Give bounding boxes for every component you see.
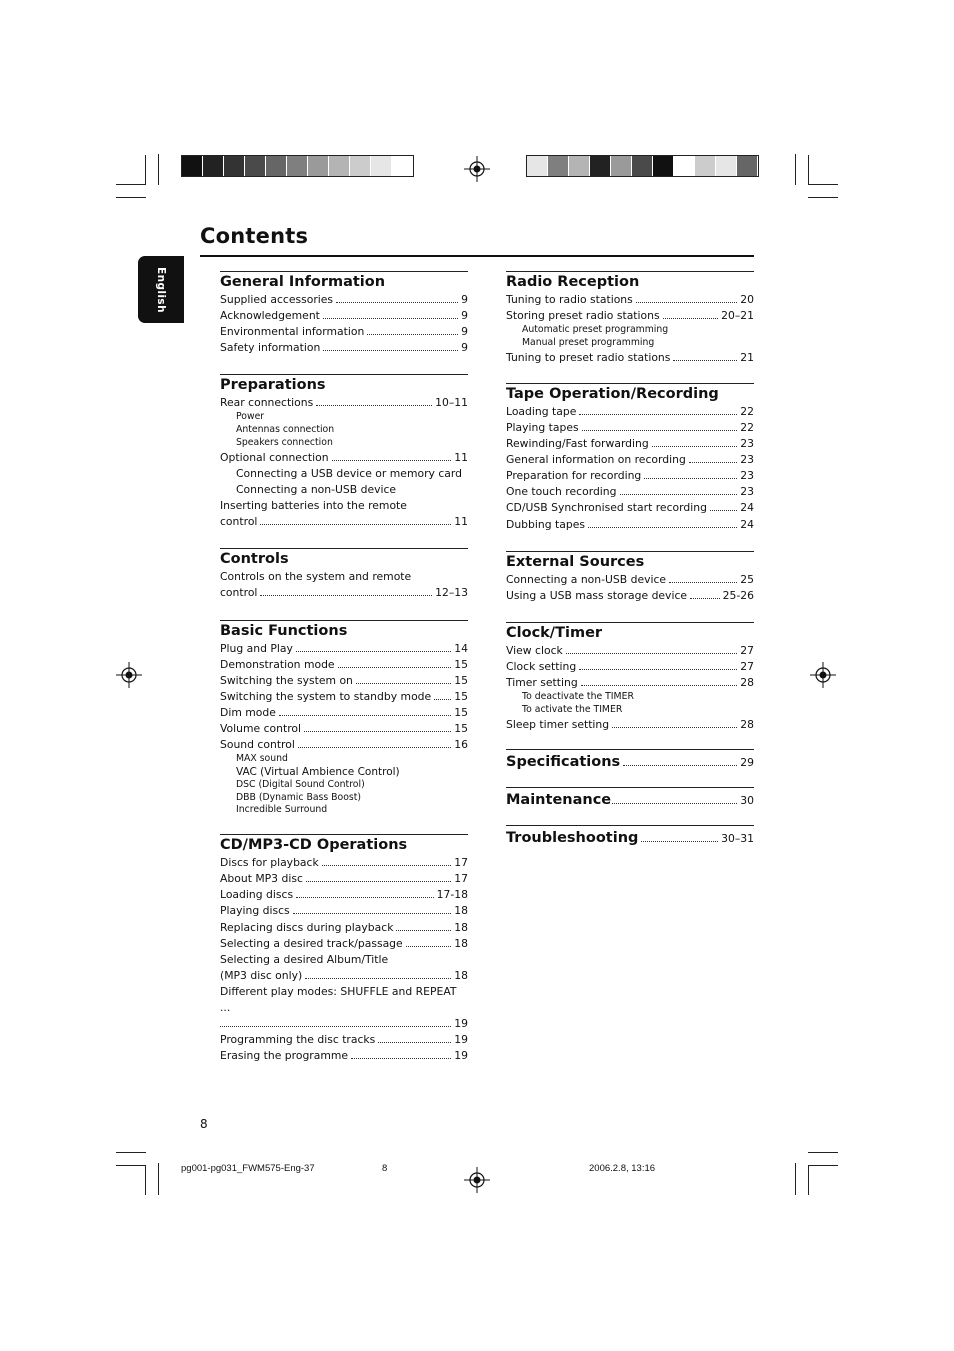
toc-entry-page: 18 xyxy=(454,936,468,950)
toc-entry-page: 22 xyxy=(740,420,754,434)
toc-entry-page: 15 xyxy=(454,689,468,703)
color-swatch xyxy=(527,156,548,176)
color-swatch xyxy=(392,156,413,176)
toc-entry-page: 30–31 xyxy=(721,831,754,845)
footer-filename: pg001-pg031_FWM575-Eng-37 xyxy=(181,1163,315,1174)
toc-entry-label: Safety information xyxy=(220,341,321,355)
section-heading: CD/MP3-CD Operations xyxy=(220,837,408,854)
color-swatch xyxy=(737,156,758,176)
color-swatch xyxy=(590,156,611,176)
toc-list xyxy=(506,404,754,533)
section-cd-mp3-operations xyxy=(220,834,468,1064)
toc-entry-page: 9 xyxy=(461,293,468,306)
toc-entry[interactable] xyxy=(506,517,754,533)
color-swatch xyxy=(287,156,308,176)
section-external-sources xyxy=(506,551,754,604)
toc-entry-label: Optional connection xyxy=(220,450,329,464)
toc-subentry: VAC (Virtual Ambience Control) xyxy=(236,765,400,778)
toc-entry-page: 28 xyxy=(740,676,754,689)
toc-entry[interactable] xyxy=(506,751,754,773)
toc-entry-page: 14 xyxy=(454,641,468,655)
toc-subentry: Power xyxy=(236,411,265,423)
toc-entry-page: 11 xyxy=(454,450,468,464)
toc-subentry: Manual preset programming xyxy=(522,336,655,348)
toc-entry[interactable] xyxy=(506,292,754,308)
toc-entry-page: 28 xyxy=(740,717,754,731)
toc-entry-line: Different play modes: SHUFFLE and REPEAT ... xyxy=(220,984,457,1014)
toc-entry[interactable] xyxy=(506,643,754,659)
registration-mark-icon xyxy=(464,156,490,182)
toc-entry[interactable] xyxy=(220,673,468,689)
toc-entry-page: 27 xyxy=(740,643,754,657)
color-swatch xyxy=(653,156,674,176)
toc-entry-label: Loading discs xyxy=(220,888,294,902)
section-heading: Preparations xyxy=(220,377,326,394)
section-heading: Basic Functions xyxy=(220,622,348,639)
toc-entry-label: Volume control xyxy=(220,721,302,735)
color-bar-left xyxy=(181,155,414,177)
toc-entry-label: Replacing discs during playback xyxy=(220,920,394,934)
toc-list xyxy=(220,641,468,754)
section-heading: General Information xyxy=(220,274,386,290)
toc-entry[interactable] xyxy=(506,436,754,452)
toc-entry-label: Using a USB mass storage device xyxy=(506,588,688,602)
toc-list xyxy=(220,292,468,356)
toc-entry-page: 18 xyxy=(454,904,468,918)
toc-entry-page: 30 xyxy=(740,793,754,807)
toc-entry-line: Controls on the system and remote xyxy=(220,570,412,584)
toc-entry[interactable] xyxy=(220,737,468,753)
toc-entry[interactable] xyxy=(220,1016,468,1032)
toc-entry[interactable] xyxy=(506,350,754,366)
language-tab-label: English xyxy=(155,266,167,313)
toc-entry-label: Switching the system on xyxy=(220,673,353,687)
toc-list xyxy=(506,572,754,604)
toc-entry-label: About MP3 disc xyxy=(220,872,303,886)
toc-entry-label: Erasing the programme xyxy=(220,1049,349,1063)
section-radio-reception xyxy=(506,271,754,366)
toc-entry[interactable] xyxy=(506,675,754,691)
toc-entry-label: Sleep timer setting xyxy=(506,717,610,731)
toc-entry-page: 9 xyxy=(461,325,468,339)
toc-entry-page: 21 xyxy=(740,350,754,364)
color-swatch xyxy=(350,156,371,176)
toc-entry[interactable] xyxy=(506,468,754,484)
section-preparations xyxy=(220,374,468,530)
toc-subentry: Speakers connection xyxy=(236,437,333,449)
section-heading: Controls xyxy=(220,551,289,568)
toc-entry-label: Sound control xyxy=(220,738,295,752)
toc-entry-page: 9 xyxy=(461,341,468,355)
toc-entry-page: 15 xyxy=(454,673,468,687)
color-swatch xyxy=(548,156,569,176)
toc-entry[interactable] xyxy=(506,827,754,849)
color-swatch xyxy=(329,156,350,176)
section-tape-operation-recording xyxy=(506,383,754,533)
color-swatch xyxy=(224,156,245,176)
toc-entry[interactable] xyxy=(506,420,754,436)
section-heading: Clock/Timer xyxy=(506,624,603,641)
toc-entry-page: 15 xyxy=(454,721,468,735)
section-general-information xyxy=(220,271,468,356)
toc-entry-label: Playing tapes xyxy=(506,420,579,434)
toc-entry[interactable] xyxy=(220,721,468,737)
toc-subentry: To activate the TIMER xyxy=(522,703,623,715)
toc-entry-label: Acknowledgement xyxy=(220,309,320,323)
toc-entry-label: Timer setting xyxy=(506,676,578,689)
toc-entry-label: (MP3 disc only) xyxy=(220,968,303,982)
toc-entry[interactable] xyxy=(220,855,468,871)
toc-entry-page: 29 xyxy=(740,755,754,769)
toc-subentry: DBB (Dynamic Bass Boost) xyxy=(236,791,362,803)
color-swatch xyxy=(716,156,737,176)
color-swatch xyxy=(569,156,590,176)
toc-entry-page: 18 xyxy=(454,968,468,982)
toc-entry-page: 27 xyxy=(740,659,754,673)
color-swatch xyxy=(203,156,224,176)
page-number: 8 xyxy=(200,1117,208,1131)
color-swatch xyxy=(182,156,203,176)
toc-entry-label: Tuning to preset radio stations xyxy=(506,350,671,364)
toc-entry[interactable] xyxy=(220,450,468,466)
section-controls xyxy=(220,548,468,601)
toc-entry[interactable] xyxy=(506,659,754,675)
toc-entry[interactable] xyxy=(220,936,468,952)
toc-entry[interactable] xyxy=(220,903,468,919)
toc-entry-page: 23 xyxy=(740,437,754,451)
toc-entry[interactable] xyxy=(220,871,468,887)
toc-entry-label: control xyxy=(220,515,258,529)
registration-mark-icon xyxy=(116,662,142,688)
toc-subentry: Incredible Surround xyxy=(236,804,328,816)
toc-entry-page: 22 xyxy=(740,404,754,418)
toc-entry-label: One touch recording xyxy=(506,485,617,499)
toc-entry-page: 9 xyxy=(461,309,468,323)
toc-subentry: Connecting a non-USB device xyxy=(236,483,397,497)
toc-entry-page: 23 xyxy=(740,485,754,499)
section-clock-timer xyxy=(506,622,754,733)
color-swatch xyxy=(632,156,653,176)
toc-entry-page: 15 xyxy=(454,705,468,719)
color-bar-right xyxy=(526,155,759,177)
toc-entry-label: Discs for playback xyxy=(220,856,319,870)
toc-entry-label: Dubbing tapes xyxy=(506,517,585,531)
toc-list xyxy=(220,855,468,952)
toc-entry-page: 16 xyxy=(454,738,468,752)
toc-entry[interactable] xyxy=(506,789,754,811)
toc-entry-page: 20–21 xyxy=(721,309,754,323)
toc-entry-label: Switching the system to standby mode xyxy=(220,689,432,703)
toc-entry[interactable] xyxy=(220,968,468,984)
toc-entry[interactable] xyxy=(220,641,468,657)
section-basic-functions xyxy=(220,620,468,818)
color-swatch xyxy=(695,156,716,176)
section-maintenance xyxy=(506,787,754,811)
toc-entry-line: Inserting batteries into the remote xyxy=(220,499,407,513)
toc-entry-page: 23 xyxy=(740,469,754,483)
toc-entry[interactable] xyxy=(506,452,754,468)
toc-entry-label: General information on recording xyxy=(506,453,686,467)
section-heading: Radio Reception xyxy=(506,274,640,290)
toc-subentry: Connecting a USB device or memory card xyxy=(236,466,462,480)
color-swatch xyxy=(308,156,329,176)
toc-entry[interactable] xyxy=(506,308,754,324)
toc-entry[interactable] xyxy=(220,705,468,721)
toc-entry[interactable] xyxy=(506,404,754,420)
toc-entry-page: 24 xyxy=(740,517,754,531)
toc-entry[interactable] xyxy=(220,585,468,601)
toc-entry-label: Selecting a desired track/passage xyxy=(220,936,403,950)
toc-entry[interactable] xyxy=(506,500,754,516)
toc-entry-label: Rear connections xyxy=(220,396,314,410)
toc-entry-label: CD/USB Synchronised start recording xyxy=(506,501,707,515)
registration-mark-icon xyxy=(810,662,836,688)
toc-entry-label: Plug and Play xyxy=(220,641,293,655)
contents-right-column xyxy=(506,271,754,849)
toc-entry[interactable] xyxy=(220,324,468,340)
toc-entry[interactable] xyxy=(220,1048,468,1064)
toc-entry-label: Environmental information xyxy=(220,325,365,339)
toc-sublist xyxy=(220,466,468,498)
toc-entry[interactable] xyxy=(220,689,468,705)
section-heading: Maintenance xyxy=(506,791,612,808)
toc-entry-label: Playing discs xyxy=(220,904,290,918)
toc-entry-page: 17-18 xyxy=(436,888,468,902)
toc-entry-label: Preparation for recording xyxy=(506,469,642,483)
footer-page: 8 xyxy=(382,1163,388,1174)
toc-entry-label: Demonstration mode xyxy=(220,657,335,671)
toc-entry-label: Supplied accessories xyxy=(220,293,334,306)
toc-entry[interactable] xyxy=(220,514,468,530)
toc-subentry: MAX sound xyxy=(236,753,288,765)
toc-entry-label: Clock setting xyxy=(506,659,577,673)
toc-entry-page: 11 xyxy=(454,515,468,529)
toc-entry-page: 10–11 xyxy=(435,396,468,410)
toc-entry-label: Storing preset radio stations xyxy=(506,309,660,323)
toc-entry[interactable] xyxy=(506,572,754,588)
contents-left-column xyxy=(220,271,468,1064)
color-swatch xyxy=(371,156,392,176)
toc-entry[interactable] xyxy=(220,308,468,324)
section-heading: External Sources xyxy=(506,553,645,570)
toc-entry-page: 12–13 xyxy=(435,586,468,600)
toc-entry-page: 25-26 xyxy=(722,588,754,602)
toc-subentry: DSC (Digital Sound Control) xyxy=(236,778,365,790)
toc-entry[interactable] xyxy=(220,1032,468,1048)
toc-entry[interactable] xyxy=(220,920,468,936)
toc-entry-page: 17 xyxy=(454,856,468,870)
section-troubleshooting xyxy=(506,825,754,849)
toc-entry-page: 19 xyxy=(454,1017,468,1031)
color-swatch xyxy=(245,156,266,176)
toc-entry-label: Loading tape xyxy=(506,404,577,418)
language-tab xyxy=(138,256,184,323)
toc-entry[interactable] xyxy=(506,717,754,733)
title-rule xyxy=(200,255,754,257)
toc-entry-page: 25 xyxy=(740,572,754,586)
toc-entry-page: 19 xyxy=(454,1033,468,1047)
toc-entry-page: 24 xyxy=(740,501,754,515)
toc-entry-page: 18 xyxy=(454,920,468,934)
toc-entry-label: Tuning to radio stations xyxy=(506,293,633,306)
registration-mark-icon xyxy=(464,1167,490,1193)
toc-entry-page: 19 xyxy=(454,1049,468,1063)
toc-entry-page: 20 xyxy=(740,293,754,306)
toc-list xyxy=(220,1032,468,1064)
toc-entry-page: 23 xyxy=(740,453,754,467)
toc-entry[interactable] xyxy=(220,887,468,903)
toc-entry[interactable] xyxy=(220,657,468,673)
section-heading: Tape Operation/Recording xyxy=(506,385,719,402)
color-swatch xyxy=(266,156,287,176)
section-specifications xyxy=(506,749,754,773)
toc-subentry: To deactivate the TIMER xyxy=(522,691,634,703)
toc-entry-label: Programming the disc tracks xyxy=(220,1033,376,1047)
toc-subentry: Antennas connection xyxy=(236,424,335,436)
toc-list xyxy=(506,643,754,691)
toc-subentry: Automatic preset programming xyxy=(522,324,669,336)
section-heading: Specifications xyxy=(506,753,621,770)
toc-entry[interactable] xyxy=(506,484,754,500)
toc-entry[interactable] xyxy=(220,292,468,308)
toc-entry[interactable] xyxy=(220,395,468,411)
toc-entry-label: control xyxy=(220,586,258,600)
page-title: Contents xyxy=(200,224,309,248)
color-swatch xyxy=(611,156,632,176)
toc-entry-label: View clock xyxy=(506,643,563,657)
toc-entry-line: Selecting a desired Album/Title xyxy=(220,952,389,966)
toc-entry-label: Dim mode xyxy=(220,705,276,719)
toc-sublist xyxy=(220,411,468,449)
toc-entry-page: 17 xyxy=(454,872,468,886)
color-swatch xyxy=(674,156,695,176)
toc-entry-page: 15 xyxy=(454,657,468,671)
toc-entry-label: Rewinding/Fast forwarding xyxy=(506,437,649,451)
toc-entry-label: Connecting a non-USB device xyxy=(506,572,667,586)
section-heading: Troubleshooting xyxy=(506,829,639,846)
footer-date: 2006.2.8, 13:16 xyxy=(589,1163,656,1174)
toc-entry[interactable] xyxy=(506,588,754,604)
toc-entry[interactable] xyxy=(220,340,468,356)
